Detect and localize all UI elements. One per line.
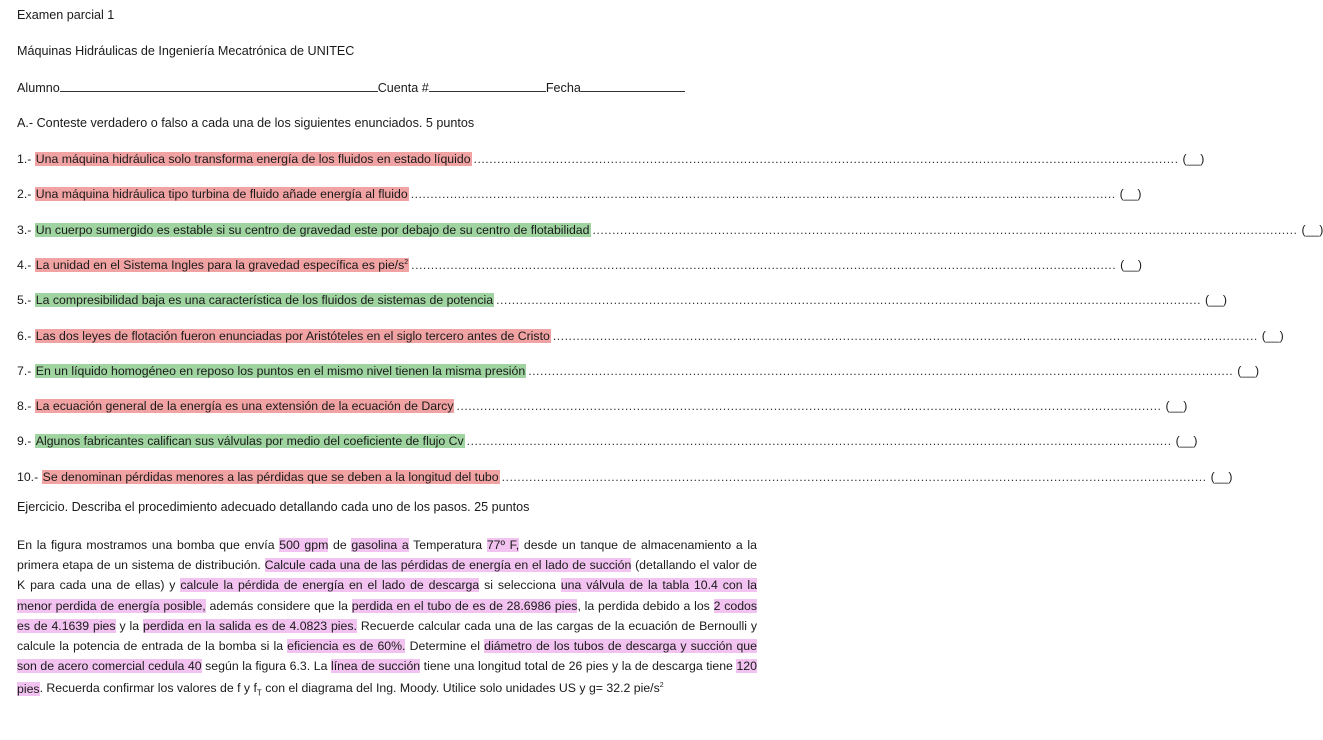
answer-blank[interactable]: (__) — [1182, 152, 1205, 166]
leader-dots: .................................................................................................................................................................................... — [528, 363, 1234, 378]
question-text — [35, 152, 472, 166]
leader-dots: .................................................................................................................................................................................... — [456, 399, 1162, 414]
exercise-subscript: T — [256, 688, 262, 698]
question-row-3 — [17, 221, 1323, 237]
question-row-2 — [17, 185, 1142, 202]
highlight-suction-losses: Calcule cada una de las pérdidas de energía en el lado de succión — [264, 558, 632, 573]
question-statement: Algunos fabricantes califican sus válvulas por medio del coeficiente de flujo Cv — [35, 434, 464, 449]
exercise-text-11: Determine el — [405, 639, 485, 654]
question-number: 7.- — [17, 363, 32, 378]
question-row-5 — [17, 291, 1227, 308]
highlight-efficiency: eficiencia es de 60%. — [287, 639, 406, 654]
question-statement: Una máquina hidráulica solo transforma energía de los fluidos en estado líquido — [35, 152, 471, 166]
question-statement: Se denominan pérdidas menores a las pérdidas que se deben a la longitud del tubo — [42, 469, 499, 484]
exercise-paragraph — [17, 535, 757, 704]
question-number: 10.- — [17, 469, 39, 484]
question-text — [35, 258, 409, 272]
fecha-field[interactable] — [581, 80, 685, 92]
exercise-text-1: En la figura mostramos una bomba que envía — [17, 538, 280, 552]
question-row-4 — [17, 256, 1142, 272]
question-statement: Las dos leyes de flotación fueron enunciadas por Aristóteles en el siglo tercero antes de Cristo — [35, 328, 550, 343]
leader-dots: .................................................................................................................................................................................... — [411, 257, 1117, 272]
highlight-temperature: 77º F, — [486, 538, 520, 552]
alumno-label: Alumno — [17, 81, 60, 95]
answer-blank[interactable]: (__) — [1210, 469, 1233, 484]
exercise-text-3: Temperatura — [408, 538, 487, 552]
leader-dots: .................................................................................................................................................................................... — [496, 293, 1202, 308]
student-info-row — [17, 80, 685, 95]
question-row-9 — [17, 432, 1198, 449]
question-statement: La unidad en el Sistema Ingles para la gravedad específica es pie/s — [35, 257, 405, 272]
highlight-exit-loss: perdida en la salida es de 4.0823 pies. — [142, 618, 357, 633]
question-number: 3.- — [17, 222, 32, 237]
highlight-elbow-loss: 2 codos es de 4.1639 pies — [17, 598, 758, 633]
answer-blank[interactable]: (__) — [1261, 328, 1284, 343]
exam-title: Examen parcial 1 — [17, 8, 115, 22]
question-statement: En un líquido homogéneo en reposo los puntos en el mismo nivel tienen la misma presión — [35, 363, 526, 378]
exercise-text-5: (detallando el valor de K para cada una de ellas) y — [17, 558, 758, 593]
exercise-text-12: según la figura 6.3. La — [201, 659, 331, 674]
question-number: 2.- — [17, 187, 32, 202]
cuenta-field[interactable] — [429, 80, 546, 92]
highlight-flow-rate: 500 gpm — [279, 538, 329, 552]
cuenta-label: Cuenta # — [377, 81, 429, 95]
exercise-title: Ejercicio. Describa el procedimiento adecuado detallando cada uno de los pasos. 25 puntos — [17, 500, 530, 514]
leader-dots: .................................................................................................................................................................................... — [552, 328, 1258, 343]
leader-dots: .................................................................................................................................................................................... — [592, 222, 1298, 237]
question-row-1 — [17, 150, 1205, 166]
highlight-discharge-length: 120 pies — [17, 659, 757, 696]
question-number: 8.- — [17, 399, 32, 414]
exercise-text-14: . Recuerda confirmar los valores de f y f — [39, 681, 257, 696]
highlight-pipe-diameter: diámetro de los tubos de descarga y succión que son de acero comercial cedula 40 — [17, 639, 757, 674]
exercise-text-8: , la perdida debido a los — [577, 598, 714, 613]
question-number: 4.- — [17, 257, 32, 272]
question-row-10 — [17, 468, 1233, 484]
question-number: 9.- — [17, 434, 32, 449]
exercise-text-4: desde un tanque de almacenamiento a la primera etapa de un sistema de distribución. — [17, 538, 757, 573]
highlight-discharge-loss: calcule la pérdida de energía en el lado de descarga — [180, 578, 480, 593]
question-row-6 — [17, 327, 1284, 343]
answer-blank[interactable]: (__) — [1301, 222, 1323, 237]
question-number: 5.- — [17, 293, 32, 308]
question-text — [35, 223, 591, 237]
answer-blank[interactable]: (__) — [1175, 434, 1198, 449]
leader-dots: .................................................................................................................................................................................... — [501, 469, 1207, 484]
question-number: 1.- — [17, 152, 32, 166]
answer-blank[interactable]: (__) — [1205, 293, 1227, 308]
question-row-8 — [17, 397, 1188, 414]
answer-blank[interactable]: (__) — [1165, 399, 1188, 414]
exercise-text-7: además considere que la — [205, 598, 352, 613]
question-text — [35, 434, 465, 448]
question-text — [35, 364, 526, 378]
question-text — [35, 187, 409, 201]
question-statement: La ecuación general de la energía es una extensión de la ecuación de Darcy — [35, 399, 454, 414]
question-statement: Un cuerpo sumergido es estable si su centro de gravedad este por debajo de su centro de flotabilidad — [35, 222, 590, 237]
answer-blank[interactable]: (__) — [1120, 257, 1142, 272]
exercise-text-15: con el diagrama del Ing. Moody. Utilice solo unidades US y g= 32.2 pie/s — [261, 681, 660, 696]
question-text — [35, 399, 455, 413]
exercise-text-10: Recuerde calcular cada una de las cargas de la ecuación de Bernoulli y calcule la potencia de entrada de la bomba si la — [17, 618, 757, 654]
highlight-fluid: gasolina a — [351, 538, 409, 552]
answer-blank[interactable]: (__) — [1119, 187, 1142, 202]
leader-dots: .................................................................................................................................................................................... — [466, 434, 1172, 449]
question-superscript: 2 — [404, 258, 409, 266]
alumno-field[interactable] — [60, 80, 378, 92]
leader-dots: .................................................................................................................................................................................... — [473, 152, 1179, 166]
exercise-superscript: 2 — [659, 682, 664, 690]
question-statement: Una máquina hidráulica tipo turbina de fluido añade energía al fluido — [35, 187, 408, 202]
question-row-7 — [17, 362, 1260, 378]
highlight-pipe-loss: perdida en el tubo de es de 28.6986 pies — [351, 598, 578, 613]
question-text — [35, 329, 551, 343]
highlight-valve: una válvula de la tabla 10.4 con la menor perdida de energía posible, — [17, 578, 758, 613]
exercise-text-9: y la — [115, 618, 143, 633]
question-text — [35, 293, 494, 307]
exercise-text-2: de — [328, 538, 352, 552]
exercise-text-6: si selecciona — [479, 578, 561, 593]
highlight-suction-line: línea de succión — [330, 659, 421, 674]
section-a-instructions: A.- Conteste verdadero o falso a cada una de los siguientes enunciados. 5 puntos — [17, 116, 475, 130]
answer-blank[interactable]: (__) — [1237, 363, 1260, 378]
fecha-label: Fecha — [545, 81, 581, 95]
leader-dots: .................................................................................................................................................................................... — [410, 187, 1116, 202]
exercise-text-13: tiene una longitud total de 26 pies y la de descarga tiene — [420, 659, 737, 674]
question-statement: La compresibilidad baja es una característica de los fluidos de sistemas de potencia — [35, 293, 494, 308]
question-text — [42, 470, 500, 484]
course-title: Máquinas Hidráulicas de Ingeniería Mecatrónica de UNITEC — [17, 44, 355, 58]
question-number: 6.- — [17, 328, 32, 343]
